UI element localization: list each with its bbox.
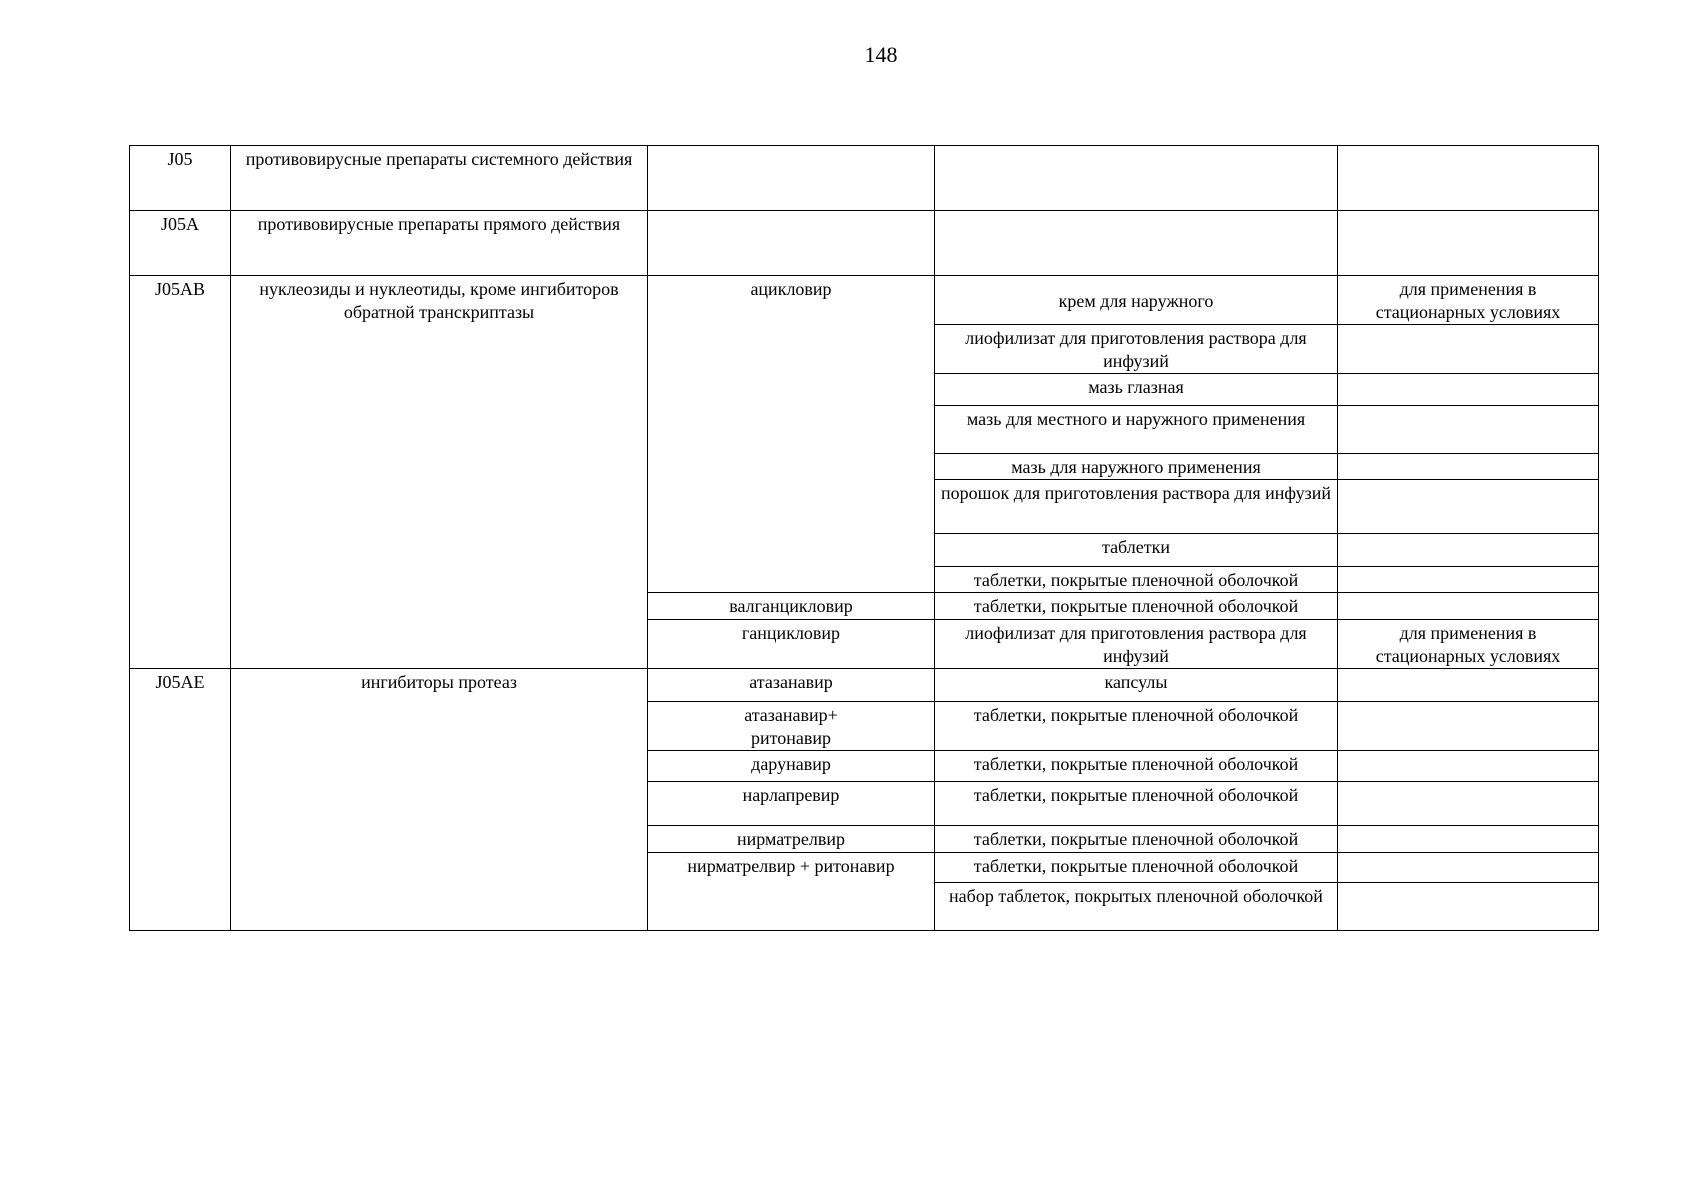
note-cell bbox=[1338, 325, 1599, 374]
atc-code-cell: J05AB bbox=[130, 276, 231, 669]
drug-name-cell: дарунавир bbox=[648, 751, 935, 782]
note-cell bbox=[1338, 146, 1599, 211]
dosage-form-cell: таблетки, покрытые пленочной оболочкой bbox=[935, 751, 1338, 782]
atc-group-cell: противовирусные препараты системного действия bbox=[231, 146, 648, 211]
drug-name-cell bbox=[648, 146, 935, 211]
note-cell bbox=[1338, 751, 1599, 782]
note-cell bbox=[1338, 669, 1599, 702]
note-cell bbox=[1338, 702, 1599, 751]
table-row bbox=[130, 146, 1599, 211]
note-cell bbox=[1338, 480, 1599, 534]
dosage-form-cell: таблетки bbox=[935, 534, 1338, 567]
dosage-form-cell bbox=[935, 146, 1338, 211]
drug-name-cell: нирматрелвир bbox=[648, 826, 935, 853]
atc-code-cell: J05 bbox=[130, 146, 231, 211]
dosage-form-cell: капсулы bbox=[935, 669, 1338, 702]
atc-group-cell: ингибиторы протеаз bbox=[231, 669, 648, 931]
drug-name-cell: ацикловир bbox=[648, 276, 935, 593]
drug-name-cell bbox=[648, 211, 935, 276]
dosage-form-cell: таблетки, покрытые пленочной оболочкой bbox=[935, 593, 1338, 620]
note-cell bbox=[1338, 567, 1599, 593]
note-cell bbox=[1338, 593, 1599, 620]
note-cell bbox=[1338, 883, 1599, 931]
dosage-form-cell: таблетки, покрытые пленочной оболочкой bbox=[935, 782, 1338, 826]
note-cell: для применения в стационарных условиях bbox=[1338, 276, 1599, 325]
atc-group-cell: противовирусные препараты прямого действия bbox=[231, 211, 648, 276]
dosage-form-cell: набор таблеток, покрытых пленочной оболочкой bbox=[935, 883, 1338, 931]
dosage-form-cell: мазь глазная bbox=[935, 374, 1338, 406]
note-cell bbox=[1338, 454, 1599, 480]
atc-code-cell: J05AE bbox=[130, 669, 231, 931]
dosage-form-cell: таблетки, покрытые пленочной оболочкой bbox=[935, 826, 1338, 853]
dosage-form-cell: лиофилизат для приготовления раствора для инфузий bbox=[935, 620, 1338, 669]
dosage-form-cell: таблетки, покрытые пленочной оболочкой bbox=[935, 853, 1338, 883]
drug-name-cell: нирматрелвир + ритонавир bbox=[648, 853, 935, 931]
note-cell bbox=[1338, 782, 1599, 826]
table-row bbox=[130, 276, 1599, 325]
atc-group-cell: нуклеозиды и нуклеотиды, кроме ингибиторов обратной транскриптазы bbox=[231, 276, 648, 669]
dosage-form-cell: таблетки, покрытые пленочной оболочкой bbox=[935, 702, 1338, 751]
drug-name-cell: валганцикловир bbox=[648, 593, 935, 620]
drug-name-cell: атазанавир+ ритонавир bbox=[648, 702, 935, 751]
drug-name-cell: атазанавир bbox=[648, 669, 935, 702]
drug-name-cell: ганцикловир bbox=[648, 620, 935, 669]
note-cell bbox=[1338, 826, 1599, 853]
dosage-form-cell: мазь для местного и наружного применения bbox=[935, 406, 1338, 454]
table-row bbox=[130, 669, 1599, 702]
drug-table bbox=[129, 145, 1599, 931]
drug-name-cell: нарлапревир bbox=[648, 782, 935, 826]
dosage-form-cell: крем для наружного bbox=[935, 276, 1338, 325]
note-cell bbox=[1338, 406, 1599, 454]
note-cell bbox=[1338, 374, 1599, 406]
dosage-form-cell bbox=[935, 211, 1338, 276]
dosage-form-cell: таблетки, покрытые пленочной оболочкой bbox=[935, 567, 1338, 593]
note-cell bbox=[1338, 534, 1599, 567]
dosage-form-cell: порошок для приготовления раствора для инфузий bbox=[935, 480, 1338, 534]
dosage-form-cell: мазь для наружного применения bbox=[935, 454, 1338, 480]
page-number: 148 bbox=[864, 42, 898, 67]
note-cell bbox=[1338, 211, 1599, 276]
atc-code-cell: J05A bbox=[130, 211, 231, 276]
dosage-form-cell: лиофилизат для приготовления раствора для инфузий bbox=[935, 325, 1338, 374]
table-row bbox=[130, 211, 1599, 276]
note-cell: для применения в стационарных условиях bbox=[1338, 620, 1599, 669]
note-cell bbox=[1338, 853, 1599, 883]
